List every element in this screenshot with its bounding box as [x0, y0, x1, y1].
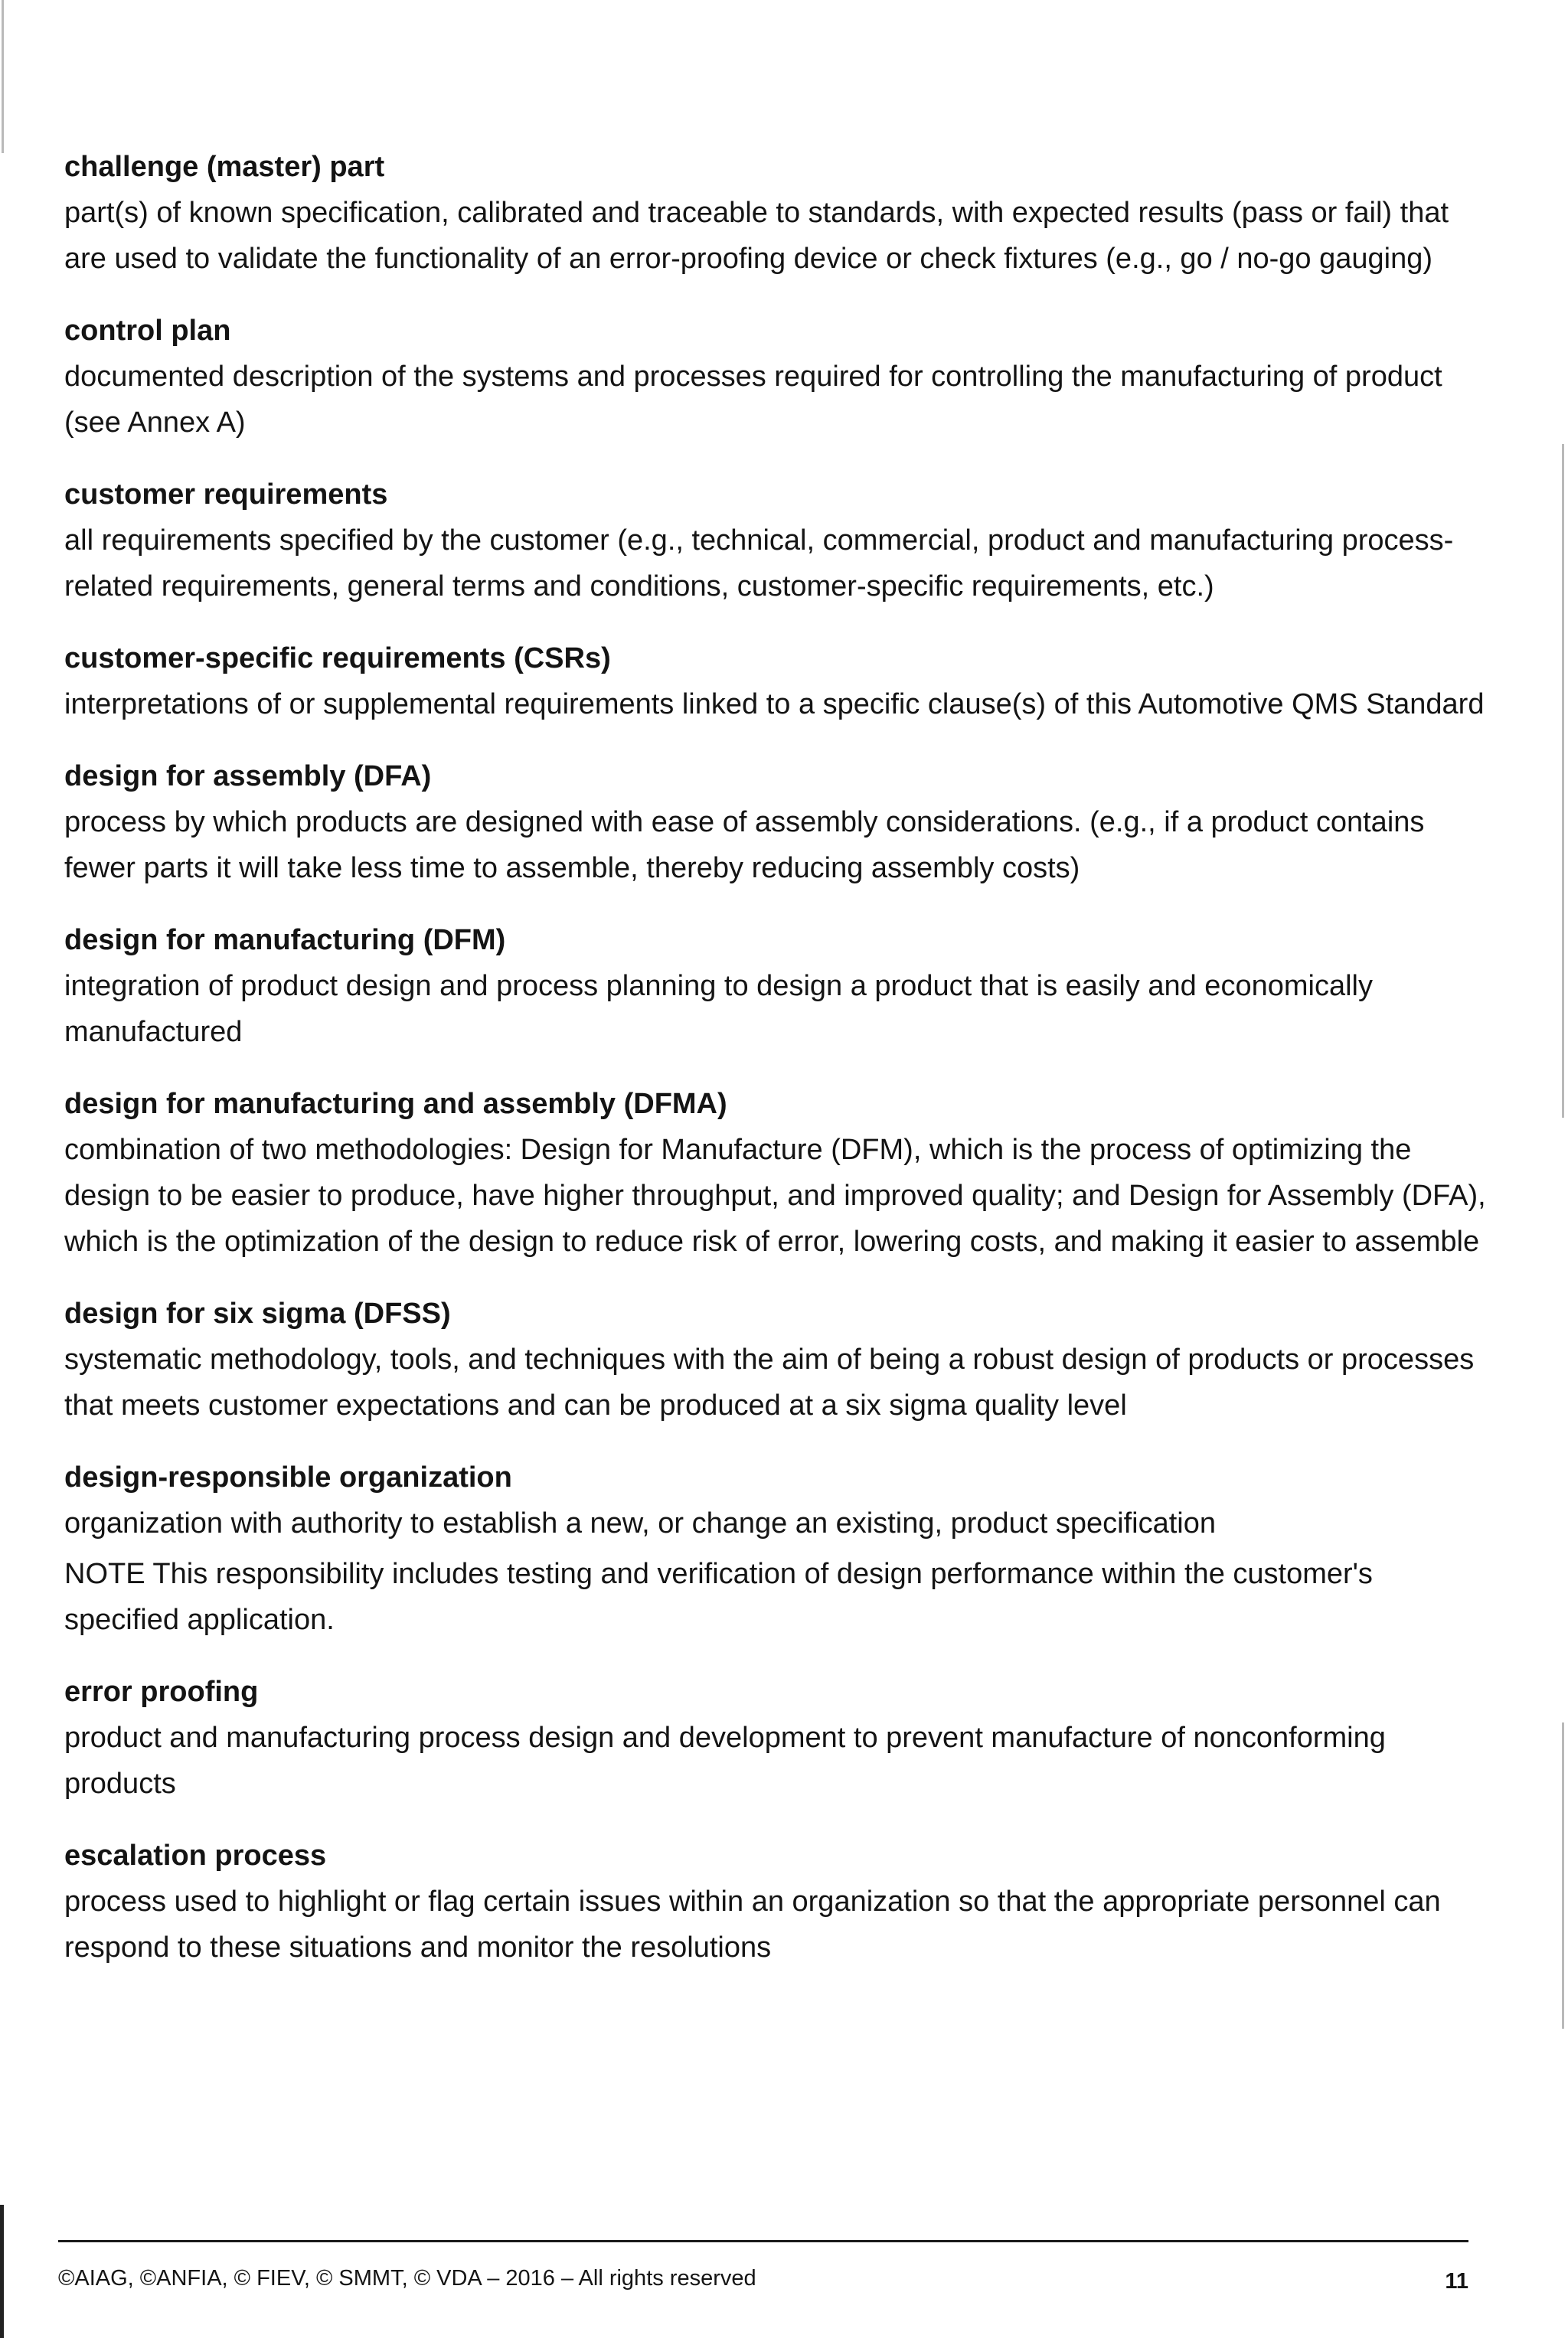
glossary-term: design for assembly (DFA) [64, 760, 432, 792]
glossary-definition: combination of two methodologies: Design for Manufacture (DFM), which is the process of optimizing the design to be easier to produce, have higher throughput, and improved quality; and Design for Assembly (DFA), which is the optimization of the design to reduce risk of error, lowering costs, and making it easier to assemble [64, 1134, 1486, 1258]
glossary-entry-customer-specific-requirements [64, 635, 1488, 727]
glossary-definition: process used to highlight or flag certain issues within an organization so that the appropriate personnel can respond to these situations and monitor the resolutions [64, 1886, 1441, 1964]
glossary-term: customer-specific requirements (CSRs) [64, 642, 611, 674]
glossary-term: control plan [64, 315, 231, 347]
glossary-entry-design-for-six-sigma [64, 1291, 1488, 1429]
scan-edge-mark [1562, 444, 1564, 1118]
glossary-definition: product and manufacturing process design and development to prevent manufacture of nonconforming products [64, 1722, 1386, 1800]
glossary-definition: systematic methodology, tools, and techniques with the aim of being a robust design of products or processes that meets customer expectations and can be produced at a six sigma quality level [64, 1344, 1475, 1422]
scan-edge-mark [1562, 1722, 1564, 2029]
glossary-term: design for manufacturing and assembly (DFMA) [64, 1088, 727, 1120]
glossary-definition: integration of product design and process planning to design a product that is easily and economically manufactured [64, 970, 1373, 1048]
glossary-entry-control-plan [64, 308, 1488, 446]
glossary-term: error proofing [64, 1676, 259, 1708]
glossary-term: design-responsible organization [64, 1461, 512, 1494]
glossary-entry-design-for-manufacturing-and-assembly [64, 1081, 1488, 1265]
glossary-definition: interpretations of or supplemental requirements linked to a specific clause(s) of this Automotive QMS Standard [64, 688, 1485, 720]
glossary-entry-escalation-process [64, 1833, 1488, 1971]
scan-edge-mark [0, 2205, 4, 2338]
glossary-definition: part(s) of known specification, calibrated and traceable to standards, with expected results (pass or fail) that are used to validate the functionality of an error-proofing device or check fixtures (e.g., go / no-go gauging) [64, 197, 1449, 275]
glossary-entry-customer-requirements [64, 472, 1488, 609]
glossary-term: escalation process [64, 1840, 327, 1872]
glossary-term: customer requirements [64, 478, 388, 511]
glossary-term: design for manufacturing (DFM) [64, 924, 506, 956]
footer-divider [58, 2240, 1468, 2242]
glossary-entry-error-proofing [64, 1669, 1488, 1807]
glossary-term: design for six sigma (DFSS) [64, 1298, 451, 1330]
page-number: 11 [1445, 2269, 1468, 2294]
glossary-entry-challenge-master-part [64, 144, 1488, 282]
footer-copyright: ©AIAG, ©ANFIA, © FIEV, © SMMT, © VDA – 2016 – All rights reserved [58, 2266, 756, 2291]
glossary-note: NOTE This responsibility includes testing and verification of design performance within the customer's specified application. [64, 1558, 1373, 1636]
glossary-term: challenge (master) part [64, 151, 385, 183]
glossary-entry-design-for-assembly [64, 753, 1488, 891]
glossary-entry-design-responsible-organization [64, 1455, 1488, 1643]
glossary-definition: process by which products are designed with ease of assembly considerations. (e.g., if a product contains fewer parts it will take less time to assemble, thereby reducing assembly costs) [64, 806, 1425, 884]
glossary-definition: documented description of the systems and processes required for controlling the manufacturing of product (see Annex A) [64, 361, 1442, 439]
glossary-entry-design-for-manufacturing [64, 917, 1488, 1055]
glossary-definition: organization with authority to establish a new, or change an existing, product specification [64, 1507, 1217, 1540]
scan-edge-mark [2, 0, 4, 153]
glossary-page [64, 144, 1488, 1997]
glossary-definition: all requirements specified by the customer (e.g., technical, commercial, product and manufacturing process-related requirements, general terms and conditions, customer-specific requirements, etc.) [64, 524, 1454, 602]
